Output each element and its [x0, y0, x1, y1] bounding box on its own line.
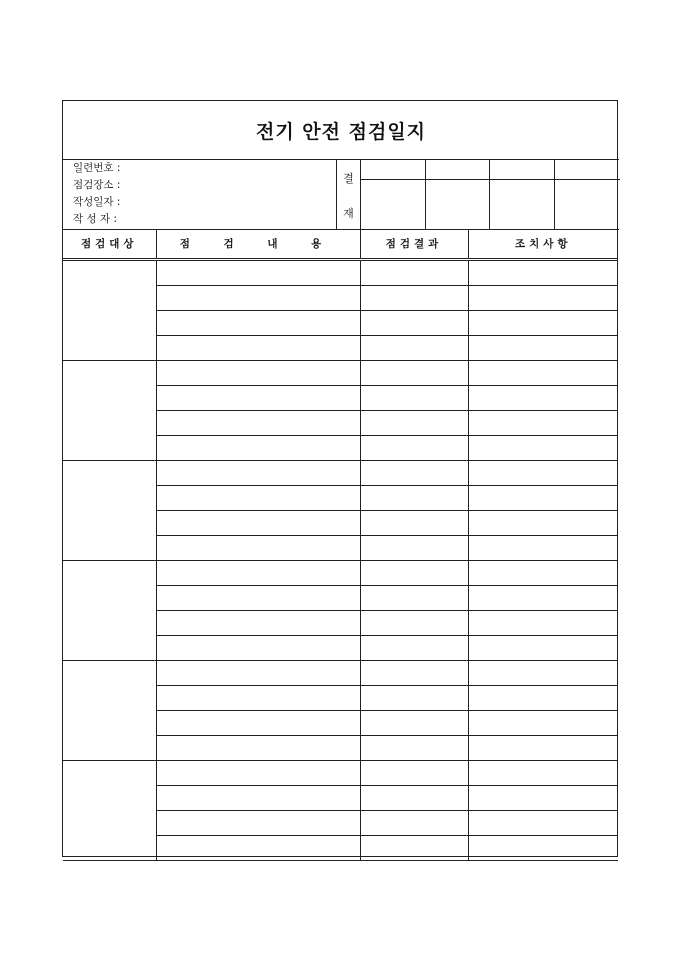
target-cell[interactable]: [63, 361, 156, 461]
result-cell[interactable]: [360, 661, 468, 686]
result-cell[interactable]: [360, 386, 468, 411]
content-cell[interactable]: [156, 836, 360, 861]
approval-divider: [425, 159, 426, 229]
content-cell[interactable]: [156, 786, 360, 811]
content-cell[interactable]: [156, 711, 360, 736]
inspection-place-label: 점검장소 :: [73, 179, 121, 191]
action-cell[interactable]: [468, 611, 618, 636]
table-row: [63, 661, 618, 686]
content-cell[interactable]: [156, 686, 360, 711]
action-cell[interactable]: [468, 836, 618, 861]
header-result: 점검결과: [360, 229, 468, 260]
action-cell[interactable]: [468, 336, 618, 361]
result-cell[interactable]: [360, 486, 468, 511]
target-cell[interactable]: [63, 661, 156, 761]
result-cell[interactable]: [360, 636, 468, 661]
result-cell[interactable]: [360, 586, 468, 611]
serial-number-label: 일련번호 :: [73, 162, 121, 174]
header-content: 점 검 내 용: [156, 229, 360, 260]
action-cell[interactable]: [468, 461, 618, 486]
action-cell[interactable]: [468, 536, 618, 561]
content-cell[interactable]: [156, 336, 360, 361]
target-cell[interactable]: [63, 260, 156, 361]
target-cell[interactable]: [63, 561, 156, 661]
approval-row-divider: [361, 179, 620, 180]
result-cell[interactable]: [360, 786, 468, 811]
result-cell[interactable]: [360, 711, 468, 736]
content-cell[interactable]: [156, 436, 360, 461]
target-cell[interactable]: [63, 761, 156, 861]
content-cell[interactable]: [156, 486, 360, 511]
result-cell[interactable]: [360, 311, 468, 336]
table-row: [63, 461, 618, 486]
action-cell[interactable]: [468, 561, 618, 586]
result-cell[interactable]: [360, 511, 468, 536]
action-cell[interactable]: [468, 511, 618, 536]
action-cell[interactable]: [468, 736, 618, 761]
action-cell[interactable]: [468, 586, 618, 611]
inspection-log-form: [62, 100, 618, 857]
content-cell[interactable]: [156, 361, 360, 386]
content-cell[interactable]: [156, 736, 360, 761]
action-cell[interactable]: [468, 786, 618, 811]
action-cell[interactable]: [468, 761, 618, 786]
result-cell[interactable]: [360, 536, 468, 561]
content-cell[interactable]: [156, 286, 360, 311]
result-cell[interactable]: [360, 436, 468, 461]
action-cell[interactable]: [468, 636, 618, 661]
action-cell[interactable]: [468, 411, 618, 436]
action-cell[interactable]: [468, 661, 618, 686]
approval-label-top: 결: [343, 172, 354, 185]
result-cell[interactable]: [360, 686, 468, 711]
action-cell[interactable]: [468, 260, 618, 286]
table-body: [63, 260, 618, 861]
table-row: [63, 260, 618, 286]
content-cell[interactable]: [156, 636, 360, 661]
action-cell[interactable]: [468, 311, 618, 336]
approval-box: [336, 159, 620, 229]
info-section: [63, 159, 619, 230]
result-cell[interactable]: [360, 736, 468, 761]
content-cell[interactable]: [156, 260, 360, 286]
result-cell[interactable]: [360, 611, 468, 636]
result-cell[interactable]: [360, 461, 468, 486]
table-header-row: [63, 229, 618, 260]
action-cell[interactable]: [468, 486, 618, 511]
result-cell[interactable]: [360, 411, 468, 436]
action-cell[interactable]: [468, 361, 618, 386]
header-action: 조치사항: [468, 229, 618, 260]
content-cell[interactable]: [156, 611, 360, 636]
header-target: 점검대상: [63, 229, 156, 260]
content-cell[interactable]: [156, 761, 360, 786]
action-cell[interactable]: [468, 711, 618, 736]
result-cell[interactable]: [360, 761, 468, 786]
content-cell[interactable]: [156, 511, 360, 536]
result-cell[interactable]: [360, 336, 468, 361]
target-cell[interactable]: [63, 461, 156, 561]
action-cell[interactable]: [468, 686, 618, 711]
action-cell[interactable]: [468, 286, 618, 311]
result-cell[interactable]: [360, 361, 468, 386]
result-cell[interactable]: [360, 561, 468, 586]
content-cell[interactable]: [156, 561, 360, 586]
inspection-table: [63, 229, 618, 861]
content-cell[interactable]: [156, 311, 360, 336]
approval-signature-grid: [361, 159, 620, 229]
result-cell[interactable]: [360, 811, 468, 836]
table-row: [63, 761, 618, 786]
content-cell[interactable]: [156, 411, 360, 436]
content-cell[interactable]: [156, 811, 360, 836]
content-cell[interactable]: [156, 661, 360, 686]
approval-label: [337, 159, 361, 229]
result-cell[interactable]: [360, 260, 468, 286]
action-cell[interactable]: [468, 811, 618, 836]
approval-label-bottom: 재: [343, 207, 354, 220]
approval-divider: [489, 159, 490, 229]
info-fields: [73, 160, 120, 228]
author-label: 작 성 자 :: [73, 213, 117, 225]
action-cell[interactable]: [468, 386, 618, 411]
table-row: [63, 361, 618, 386]
content-cell[interactable]: [156, 586, 360, 611]
action-cell[interactable]: [468, 436, 618, 461]
content-cell[interactable]: [156, 536, 360, 561]
content-cell[interactable]: [156, 461, 360, 486]
write-date-label: 작성일자 :: [73, 196, 121, 208]
result-cell[interactable]: [360, 286, 468, 311]
content-cell[interactable]: [156, 386, 360, 411]
document-title: 전기 안전 점검일지: [63, 101, 619, 160]
approval-divider: [554, 159, 555, 229]
table-row: [63, 561, 618, 586]
result-cell[interactable]: [360, 836, 468, 861]
